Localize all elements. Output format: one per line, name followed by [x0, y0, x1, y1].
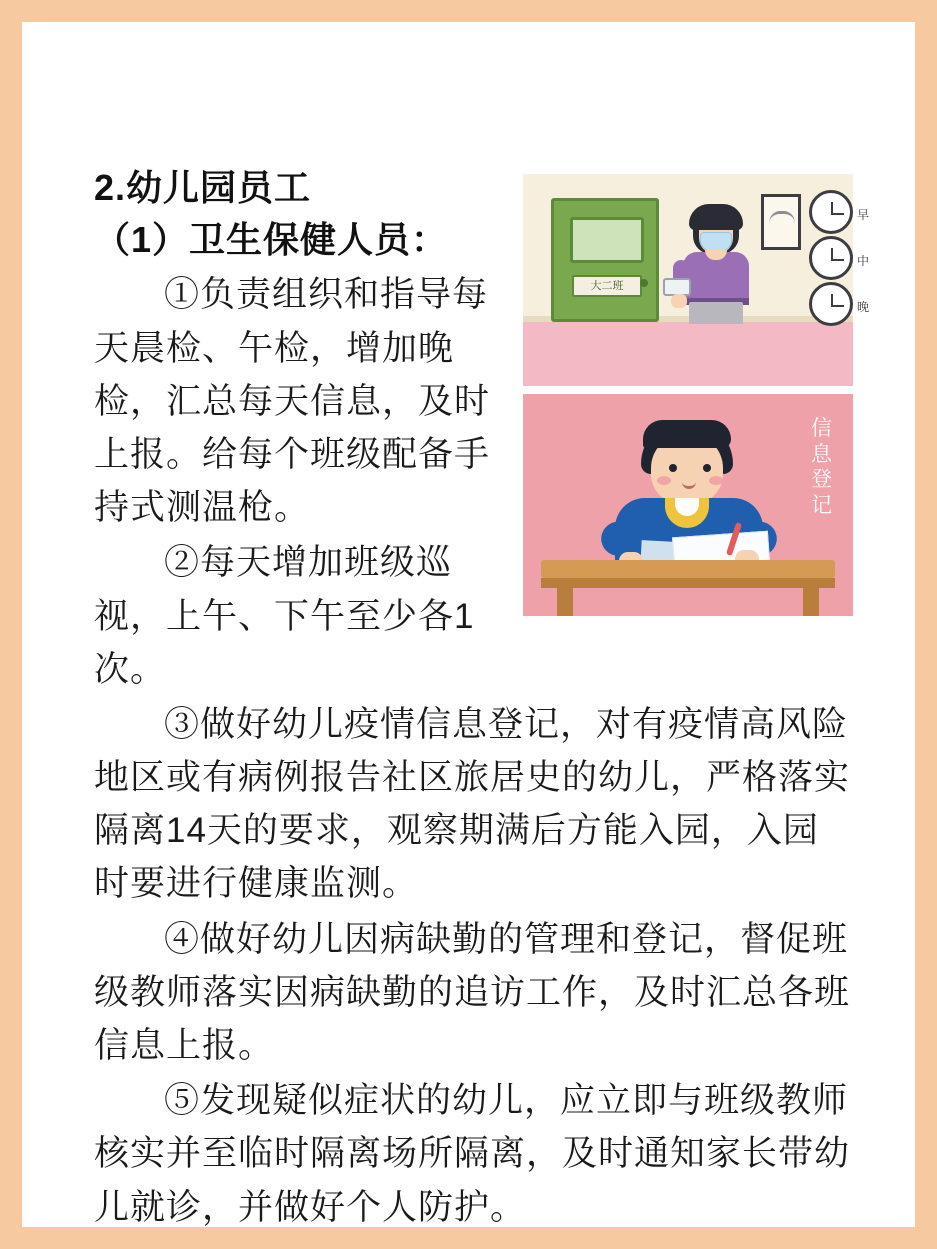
- desk-top: [541, 560, 835, 578]
- nurse-hair-top: [689, 204, 743, 230]
- nurse-hand: [671, 294, 687, 308]
- illustration-column: [523, 174, 870, 616]
- desk-edge: [541, 578, 835, 588]
- clock-icon-morning: [809, 190, 853, 234]
- paragraph-4: ④做好幼儿因病缺勤的管理和登记，督促班级教师落实因病缺勤的追访工作，及时汇总各班信息上报。: [94, 919, 851, 1065]
- face-mask-icon: [700, 232, 732, 252]
- clock-label-noon: 中: [857, 254, 870, 268]
- illustration-morning-check: [523, 174, 870, 386]
- page-title: 2.幼儿园员工: [94, 167, 312, 208]
- clock-label-evening: 晚: [857, 300, 870, 314]
- staff-cheek-right: [709, 476, 723, 485]
- paragraph-2: ②每天增加班级巡视，上午、下午至少各1次。: [94, 543, 475, 689]
- staff-eye-left: [669, 464, 677, 472]
- staff-fringe: [643, 420, 731, 448]
- clock-icon-evening: [809, 282, 853, 326]
- document-content: [94, 162, 870, 1227]
- illustration-caption: 信息登记: [811, 417, 833, 517]
- classroom-door-icon: [551, 198, 659, 322]
- clock-icon-noon: [809, 236, 853, 280]
- staff-eye-right: [703, 464, 711, 472]
- wall-picture-frame: [761, 194, 801, 250]
- page-canvas: [22, 22, 915, 1227]
- paragraph-1: ①负责组织和指导每天晨检、午检，增加晚检，汇总每天信息，及时上报。给每个班级配备手持式测温枪。: [94, 275, 491, 528]
- desk-leg-right: [803, 588, 819, 616]
- nurse-legs: [689, 302, 743, 324]
- illustration-info-registration: [523, 394, 853, 616]
- clock-label-morning: 早: [857, 208, 870, 222]
- staff-cheek-left: [657, 476, 671, 485]
- paragraph-3: ③做好幼儿疫情信息登记，对有疫情高风险地区或有病例报告社区旅居史的幼儿，严格落实隔离14天的要求，观察期满后方能入园，入园时要进行健康监测。: [94, 704, 851, 904]
- door-knob: [640, 279, 648, 287]
- desk-leg-left: [557, 588, 573, 616]
- door-window: [570, 217, 644, 263]
- floor: [523, 322, 853, 386]
- door-sign-label: 大二班: [572, 275, 642, 297]
- paragraph-5: ⑤发现疑似症状的幼儿，应立即与班级教师核实并至临时隔离场所隔离，及时通知家长带幼儿就诊，并做好个人防护。: [94, 1081, 851, 1227]
- page-subtitle: （1）卫生保健人员：: [94, 219, 449, 261]
